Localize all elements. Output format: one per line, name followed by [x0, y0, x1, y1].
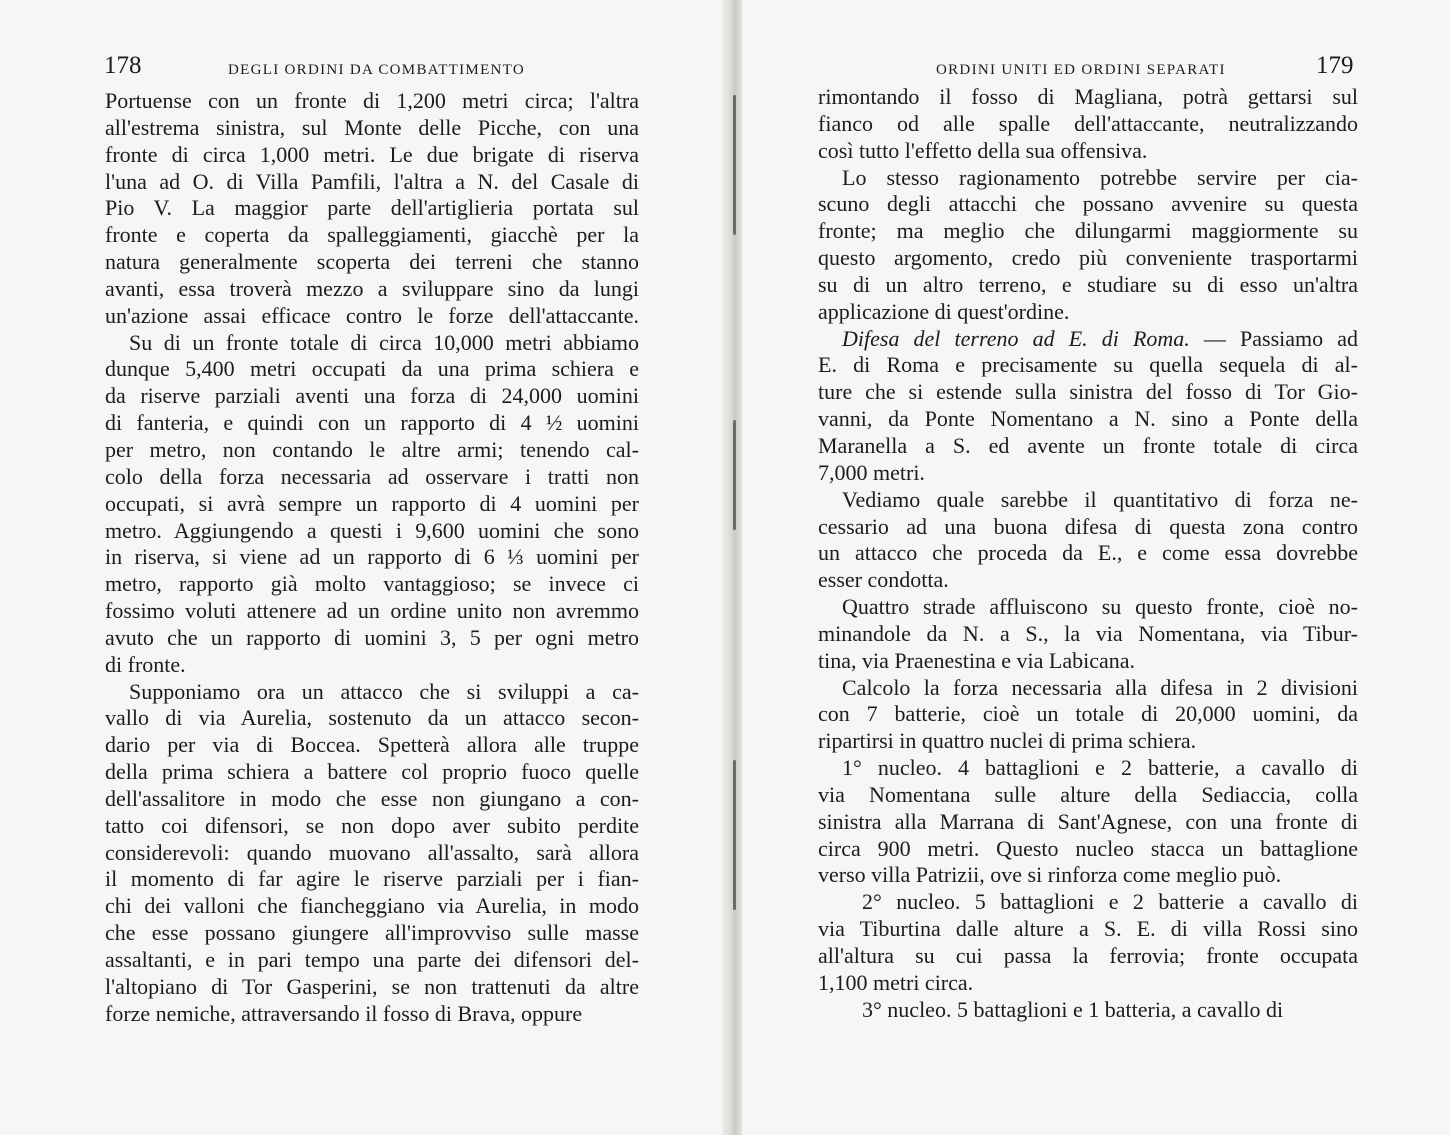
page-number: 178: [104, 52, 142, 79]
text-line: Portuense con un fronte di 1,200 metri circa; l'altra: [105, 88, 639, 113]
text-line: fronte; ma meglio che dilungarmi maggiormente su: [818, 218, 1358, 244]
text-line: Pio V. La maggior parte dell'artiglieria portata sul: [105, 195, 639, 221]
text-line: cessario ad una buona difesa di questa zona contro: [818, 513, 1358, 539]
page-body: [818, 84, 1358, 1024]
text-line: Lo stesso ragionamento potrebbe servire per cia-: [842, 164, 1358, 190]
text-line: di fanteria, e quindi con un rapporto di 4 ½ uomini: [105, 410, 639, 436]
text-line: Quattro strade affluiscono su questo fronte, cioè no-: [842, 594, 1358, 620]
text-line: scuno degli attacchi che possano avvenire su questa: [818, 191, 1358, 217]
text-line: l'una ad O. di Villa Pamfili, l'altra a N. del Casale di: [105, 168, 639, 194]
text-line: via Tiburtina dalle alture a S. E. di villa Rossi sino: [818, 916, 1358, 942]
text-line: 7,000 metri.: [818, 459, 925, 485]
text-line: con 7 batterie, cioè un totale di 20,000 uomini, da: [818, 701, 1358, 727]
text-line: di fronte.: [105, 651, 186, 677]
text-line: vanni, da Ponte Nomentano a N. sino a Ponte della: [818, 406, 1358, 432]
binding-stitch: [733, 420, 736, 530]
text-line: all'estrema sinistra, sul Monte delle Picche, con una: [105, 114, 639, 140]
text-line: fossimo voluti attenere ad un ordine unito non avremmo: [105, 598, 639, 624]
text-line: natura generalmente scoperta dei terreni che stanno: [105, 249, 639, 275]
text-line: su di un altro terreno, e studiare su di esso un'altra: [818, 271, 1358, 297]
text-line: Vediamo quale sarebbe il quantitativo di forza ne-: [842, 486, 1358, 512]
text-line: un attacco che proceda da E., e come essa dovrebbe: [818, 540, 1358, 566]
text-line: così tutto l'effetto della sua offensiva.: [818, 137, 1148, 163]
text-line: 2° nucleo. 5 battaglioni e 2 batterie a cavallo di: [862, 889, 1358, 915]
text-line: chi dei valloni che fiancheggiano via Aurelia, in modo: [105, 893, 639, 919]
text-line: per metro, non contando le altre armi; tenendo cal-: [105, 436, 639, 462]
text-line: dunque 5,400 metri occupati da una prima schiera e: [105, 356, 639, 382]
binding-stitch: [733, 95, 736, 235]
text-line: Supponiamo ora un attacco che si sviluppi a ca-: [129, 678, 639, 704]
text-line: ripartirsi in quattro nuclei di prima schiera.: [818, 728, 1197, 754]
text-line: 1,100 metri circa.: [818, 969, 974, 995]
text-line: forze nemiche, attraversando il fosso di Brava, oppure: [105, 1000, 583, 1026]
text-line: avanti, essa troverà mezzo a sviluppare sino da lungi: [105, 275, 639, 301]
text-line: Difesa del terreno ad E. di Roma. — Passiamo ad: [842, 325, 1358, 351]
text-line: fronte di circa 1,000 metri. Le due brigate di riserva: [105, 141, 639, 167]
text-line: assaltanti, e in pari tempo una parte dei difensori del-: [105, 947, 639, 972]
text-line: dario per via di Boccea. Spetterà allora alle truppe: [105, 732, 639, 758]
text-line: Maranella a S. ed avente un fronte totale di circa: [818, 432, 1358, 458]
running-head: DEGLI ORDINI DA COMBATTIMENTO: [228, 62, 525, 78]
text-line: verso villa Patrizii, ove si rinforza come meglio può.: [818, 862, 1282, 888]
text-line: E. di Roma e precisamente su quella sequela di al-: [818, 352, 1358, 378]
text-line: che esse possano giungere all'improvviso sulle masse: [105, 920, 639, 946]
text-line: ture che si estende sulla sinistra del fosso di Tor Gio-: [818, 379, 1358, 405]
binding-stitch: [733, 760, 736, 910]
text-line: esser condotta.: [818, 567, 949, 593]
text-line: circa 900 metri. Questo nucleo stacca un battaglione: [818, 835, 1358, 861]
text-line: questo argomento, credo più conveniente trasportarmi: [818, 245, 1358, 271]
text-line: minandole da N. a S., la via Nomentana, via Tibur-: [818, 620, 1358, 646]
text-line: un'azione assai efficace contro le forze dell'attaccante.: [105, 302, 639, 328]
text-line: 3° nucleo. 5 battaglioni e 1 batteria, a cavallo di: [862, 996, 1284, 1022]
text-line: metro, rapporto già molto vantaggioso; se invece ci: [105, 571, 639, 597]
page-number: 179: [1316, 52, 1354, 79]
text-line: applicazione di quest'ordine.: [818, 298, 1070, 324]
text-line: Su di un fronte totale di circa 10,000 metri abbiamo: [129, 329, 639, 355]
text-line: da riserve parziali aventi una forza di 24,000 uomini: [105, 383, 639, 409]
text-line: considerevoli: quando muovano all'assalto, sarà allora: [105, 839, 639, 865]
text-line: sinistra alla Marrana di Sant'Agnese, con una fronte di: [818, 808, 1358, 834]
text-line: il momento di far agire le riserve parziali per i fian-: [105, 866, 639, 892]
text-line: metro. Aggiungendo a questi i 9,600 uomini che sono: [105, 517, 639, 543]
text-line: in riserva, si viene ad un rapporto di 6 ⅓ uomini per: [105, 544, 639, 570]
text-line: 1° nucleo. 4 battaglioni e 2 batterie, a cavallo di: [842, 755, 1358, 781]
text-line: avuto che un rapporto di uomini 3, 5 per ogni metro: [105, 624, 639, 650]
text-line: via Nomentana sulle alture della Sediaccia, colla: [818, 781, 1358, 807]
text-line: rimontando il fosso di Magliana, potrà gettarsi sul: [818, 84, 1358, 109]
text-line: l'altopiano di Tor Gasperini, se non trattenuti da altre: [105, 973, 639, 999]
running-head: ORDINI UNITI ED ORDINI SEPARATI: [936, 62, 1226, 78]
text-line: tina, via Praenestina e via Labicana.: [818, 647, 1136, 673]
text-line: all'altura su cui passa la ferrovia; fronte occupata: [818, 943, 1358, 968]
text-line: fronte e coperta da spalleggiamenti, giacchè per la: [105, 222, 639, 248]
text-line: occupati, si avrà sempre un rapporto di 4 uomini per: [105, 490, 639, 516]
right-page: [742, 0, 1450, 1135]
page-body: [105, 88, 639, 1028]
text-line: vallo di via Aurelia, sostenuto da un attacco secon-: [105, 705, 639, 731]
text-line: colo della forza necessaria ad osservare i tratti non: [105, 463, 639, 489]
text-line: della prima schiera a battere col proprio fuoco quelle: [105, 759, 639, 785]
text-line: tatto coi difensori, se non dopo aver subito perdite: [105, 812, 639, 838]
text-line: Calcolo la forza necessaria alla difesa in 2 divisioni: [842, 674, 1358, 700]
text-line: dell'assalitore in modo che esse non giungano a con-: [105, 785, 639, 811]
text-line: fianco od alle spalle dell'attaccante, neutralizzando: [818, 110, 1358, 136]
